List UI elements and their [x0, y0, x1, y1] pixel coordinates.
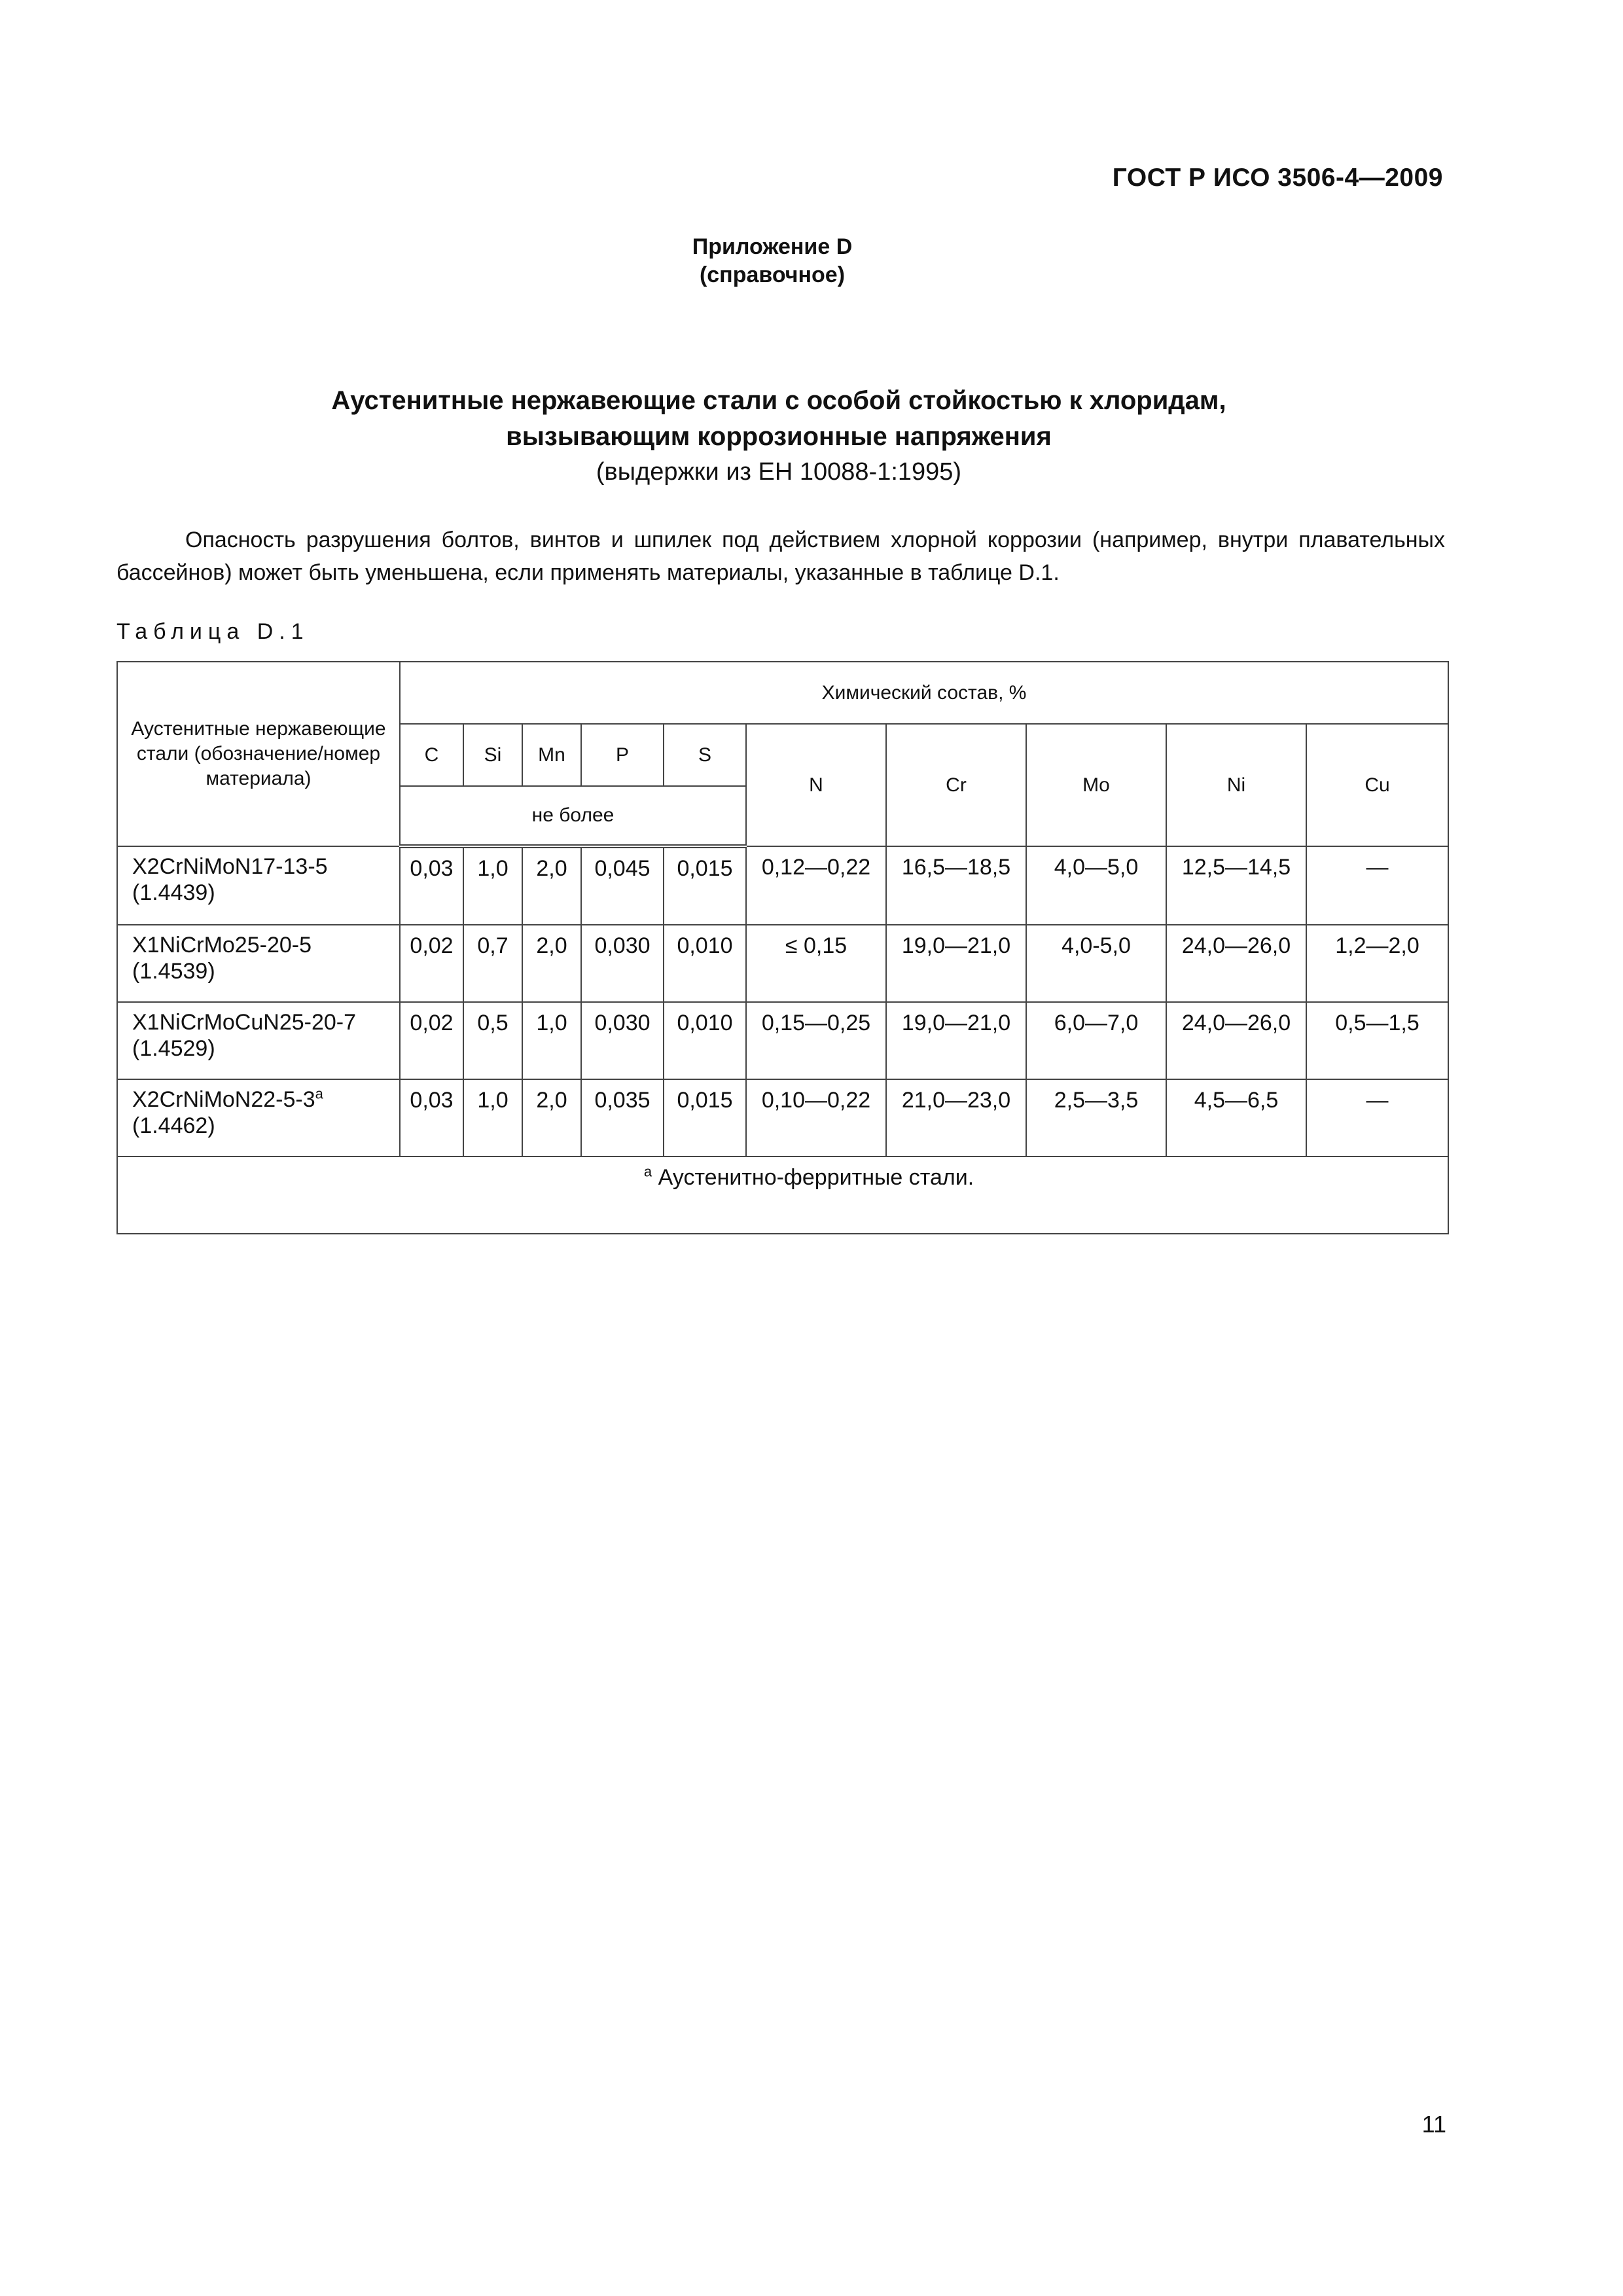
table-footnote: [117, 1157, 1448, 1234]
material-number: (1.4462): [132, 1113, 215, 1138]
annex-title: Приложение D: [692, 234, 853, 259]
steel-grade: X1NiCrMo25-20-5: [132, 933, 312, 958]
value-cell: 2,0: [522, 846, 581, 925]
value-cell: 19,0—21,0: [886, 925, 1026, 1002]
value-cell: 4,0—5,0: [1026, 846, 1166, 925]
col-header-n: N: [746, 724, 886, 846]
footnote-marker: a: [315, 1085, 323, 1102]
value-cell: 2,0: [522, 925, 581, 1002]
value-cell: —: [1306, 846, 1448, 925]
value-cell: 21,0—23,0: [886, 1079, 1026, 1157]
col-header-c: C: [400, 724, 463, 786]
value-cell: 0,045: [581, 846, 664, 925]
col-header-cr: Cr: [886, 724, 1026, 846]
col-header-si: Si: [463, 724, 522, 786]
col-header-mn: Mn: [522, 724, 581, 786]
value-cell: 1,0: [463, 846, 522, 925]
value-cell: 0,5: [463, 1002, 522, 1079]
value-cell: 0,015: [664, 1079, 746, 1157]
value-cell: 0,03: [400, 846, 463, 925]
material-number: (1.4539): [132, 959, 215, 984]
limit-note: не более: [400, 786, 746, 846]
table-row: [117, 925, 1448, 1002]
col-header-cu: Cu: [1306, 724, 1448, 846]
footnote-mark: a: [643, 1163, 652, 1180]
stub-header: Аустенитные нержавеющие стали (обозначение/номер материала): [117, 662, 400, 846]
steel-grade: X1NiCrMoCuN25-20-7: [132, 1010, 357, 1035]
value-cell: ≤ 0,15: [746, 925, 886, 1002]
steel-grade: X2CrNiMoN22-5-3: [132, 1087, 315, 1112]
value-cell: 4,5—6,5: [1166, 1079, 1306, 1157]
value-cell: 6,0—7,0: [1026, 1002, 1166, 1079]
table-row: [117, 1079, 1448, 1157]
value-cell: 0,02: [400, 925, 463, 1002]
steel-grade-cell: [117, 1079, 400, 1157]
value-cell: 0,010: [664, 1002, 746, 1079]
value-cell: —: [1306, 1079, 1448, 1157]
composition-table: [116, 661, 1449, 1234]
heading-source: (выдержки из ЕН 10088-1:1995): [596, 458, 962, 486]
value-cell: 0,10—0,22: [746, 1079, 886, 1157]
heading-line-1: Аустенитные нержавеющие стали с особой стойкостью к хлоридам,: [331, 386, 1226, 415]
table-footnote-row: [117, 1157, 1448, 1234]
steel-grade: X2CrNiMoN17-13-5: [132, 854, 328, 879]
value-cell: 16,5—18,5: [886, 846, 1026, 925]
annex-kind: (справочное): [699, 262, 846, 287]
value-cell: 24,0—26,0: [1166, 1002, 1306, 1079]
value-cell: 12,5—14,5: [1166, 846, 1306, 925]
table-body: [117, 846, 1448, 1234]
page-number: 11: [1421, 2111, 1446, 2138]
document-code: ГОСТ Р ИСО 3506-4—2009: [1112, 164, 1443, 192]
value-cell: 0,5—1,5: [1306, 1002, 1448, 1079]
steel-grade-cell: [117, 1002, 400, 1079]
value-cell: 0,03: [400, 1079, 463, 1157]
group-header: Химический состав, %: [400, 662, 1448, 724]
table-caption: Таблица D.1: [116, 619, 310, 644]
col-header-mo: Mo: [1026, 724, 1166, 846]
value-cell: 1,2—2,0: [1306, 925, 1448, 1002]
material-number: (1.4439): [132, 880, 215, 905]
material-number: (1.4529): [132, 1036, 215, 1061]
value-cell: 0,035: [581, 1079, 664, 1157]
steel-grade-cell: [117, 846, 400, 925]
value-cell: 1,0: [522, 1002, 581, 1079]
col-header-ni: Ni: [1166, 724, 1306, 846]
value-cell: 0,02: [400, 1002, 463, 1079]
value-cell: 0,15—0,25: [746, 1002, 886, 1079]
col-header-p: P: [581, 724, 664, 786]
value-cell: 0,015: [664, 846, 746, 925]
value-cell: 2,0: [522, 1079, 581, 1157]
table-head: [117, 662, 1448, 846]
value-cell: 0,030: [581, 1002, 664, 1079]
value-cell: 0,7: [463, 925, 522, 1002]
table-row: [117, 1002, 1448, 1079]
steel-grade-cell: [117, 925, 400, 1002]
value-cell: 0,030: [581, 925, 664, 1002]
heading-line-2: вызывающим коррозионные напряжения: [506, 422, 1052, 451]
value-cell: 1,0: [463, 1079, 522, 1157]
value-cell: 0,010: [664, 925, 746, 1002]
col-header-s: S: [664, 724, 746, 786]
value-cell: 2,5—3,5: [1026, 1079, 1166, 1157]
value-cell: 4,0-5,0: [1026, 925, 1166, 1002]
value-cell: 19,0—21,0: [886, 1002, 1026, 1079]
table-row: [117, 846, 1448, 925]
footnote-text: Аустенитно-ферритные стали.: [658, 1165, 974, 1190]
value-cell: 0,12—0,22: [746, 846, 886, 925]
value-cell: 24,0—26,0: [1166, 925, 1306, 1002]
intro-paragraph: Опасность разрушения болтов, винтов и шпилек под действием хлорной коррозии (например, внутри плавательных бассейнов) может быть уменьшена, если применять материалы, указанные в таблице D.1.: [116, 528, 1445, 585]
